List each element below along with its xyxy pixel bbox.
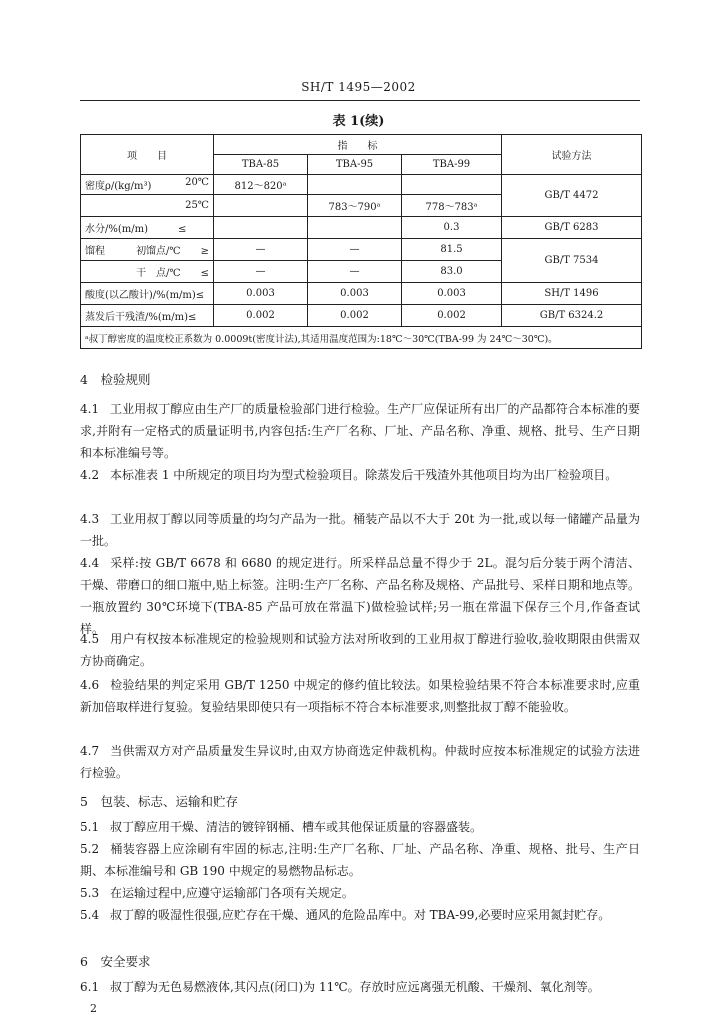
dp-tba95: —: [308, 261, 402, 283]
para-5-1: [80, 816, 640, 838]
para-4-2-text: 本标准表 1 中所规定的项目均为型式检验项目。除蒸发后干残渣外其他项目均为出厂检验项目。: [110, 468, 618, 482]
para-4-3-num: 4.3: [80, 512, 100, 526]
table-title: 表 1(续): [332, 114, 385, 129]
residue-label: 蒸发后干残渣/%(m/m)≤: [81, 305, 214, 327]
ibp-tba99: 81.5: [402, 239, 502, 261]
acid-label: 酸度(以乙酸计)/%(m/m)≤: [81, 283, 214, 305]
grade-tba99: TBA-99: [402, 155, 502, 175]
para-5-4: [80, 904, 640, 926]
para-4-7-num: 4.7: [80, 744, 100, 758]
water-tba99: 0.3: [402, 217, 502, 239]
para-5-4-text: 叔丁醇的吸湿性很强,应贮存在干燥、通风的危险品库中。对 TBA-99,必要时应采用氮封贮存。: [110, 908, 611, 922]
para-4-4: [80, 552, 640, 640]
col-method-header: 试验方法: [502, 135, 642, 175]
dp-tba85: —: [214, 261, 308, 283]
para-4-3-text: 工业用叔丁醇以同等质量的均匀产品为一批。桶装产品以不大于 20t 为一批,或以每一储罐产品量为一批。: [80, 512, 640, 548]
acid-method: SH/T 1496: [502, 283, 642, 305]
density-25-tba99: 778～783ᵃ: [402, 195, 502, 217]
para-4-6-num: 4.6: [80, 678, 100, 692]
ibp-tba85: —: [214, 239, 308, 261]
density-20-label: 20℃: [185, 177, 209, 188]
residue-tba95: 0.002: [308, 305, 402, 327]
residue-tba99: 0.002: [402, 305, 502, 327]
dp-label: 干 点/℃ ≤: [81, 261, 214, 283]
para-4-1-num: 4.1: [80, 402, 100, 416]
grade-tba95: TBA-95: [308, 155, 402, 175]
density-label-cell: [81, 175, 214, 195]
section-5-title: 5 包装、标志、运输和贮存: [80, 794, 238, 809]
para-5-1-text: 叔丁醇应用干燥、清洁的镀锌钢桶、槽车或其他保证质量的容器盛装。: [110, 820, 483, 834]
para-4-5-text: 用户有权按本标准规定的检验规则和试验方法对所收到的工业用叔丁醇进行验收,验收期限由供需双方协商确定。: [80, 632, 640, 668]
table-footnote: ᵃ叔丁醇密度的温度校正系数为 0.0009t(密度计法),其适用温度范围为:18℃～30℃(TBA-99 为 24℃～30℃)。: [81, 327, 642, 349]
density-method: GB/T 4472: [502, 175, 642, 217]
para-4-5-num: 4.5: [80, 632, 100, 646]
document-header: SH/T 1495—2002: [301, 80, 416, 94]
para-4-6-text: 检验结果的判定采用 GB/T 1250 中规定的修约值比较法。如果检验结果不符合本标准要求时,应重新加倍取样进行复验。复验结果即使只有一项指标不符合本标准要求,则整批叔丁醇不能验收。: [80, 678, 640, 714]
para-5-2: [80, 838, 640, 882]
para-4-2-num: 4.2: [80, 468, 100, 482]
grade-tba85: TBA-85: [214, 155, 308, 175]
density-25-label: 25℃: [81, 195, 214, 217]
para-5-4-num: 5.4: [80, 908, 100, 922]
header-rule: [80, 100, 640, 101]
ibp-tba95: —: [308, 239, 402, 261]
water-label: 水分/%(m/m) ≤: [81, 217, 214, 239]
para-4-4-text: 采样:按 GB/T 6678 和 6680 的规定进行。所采样品总量不得少于 2L。混匀后分装于两个清洁、干燥、带磨口的细口瓶中,贴上标签。注明:生产厂名称、产品名称及规格、产品批号、采样日期和地点等。一瓶放置约 30℃环境下(TBA-85 产品可放在常温下)做检验试样;另一瓶在常温下保存三个月,作备查试样。: [80, 556, 640, 636]
para-4-5: [80, 628, 640, 672]
residue-tba85: 0.002: [214, 305, 308, 327]
section-4-title: 4 检验规则: [80, 372, 151, 387]
para-5-3-num: 5.3: [80, 886, 100, 900]
acid-tba99: 0.003: [402, 283, 502, 305]
dp-tba99: 83.0: [402, 261, 502, 283]
acid-tba85: 0.003: [214, 283, 308, 305]
distill-label: 馏程: [85, 246, 105, 257]
para-4-3: [80, 508, 640, 552]
density-25-tba95: 783～790ᵃ: [308, 195, 402, 217]
para-6-1-num: 6.1: [80, 980, 100, 994]
section-6-title: 6 安全要求: [80, 954, 151, 969]
para-4-7: [80, 740, 640, 784]
acid-tba95: 0.003: [308, 283, 402, 305]
residue-method: GB/T 6324.2: [502, 305, 642, 327]
para-4-2: [80, 464, 640, 486]
density-20-tba85: 812～820ᵃ: [214, 175, 308, 195]
para-6-1-text: 叔丁醇为无色易燃液体,其闪点(闭口)为 11℃。存放时应远离强无机酸、干燥剂、氧化剂等。: [110, 980, 600, 994]
page-number: 2: [90, 1002, 97, 1015]
para-4-1: [80, 398, 640, 464]
water-method: GB/T 6283: [502, 217, 642, 239]
distill-method: GB/T 7534: [502, 239, 642, 283]
spec-table: [80, 134, 642, 349]
para-5-2-num: 5.2: [80, 842, 100, 856]
ibp-cell: [81, 239, 214, 261]
para-5-3-text: 在运输过程中,应遵守运输部门各项有关规定。: [110, 886, 354, 900]
ibp-label: 初馏点/℃ ≥: [136, 246, 209, 257]
para-5-2-text: 桶装容器上应涂刷有牢固的标志,注明:生产厂名称、厂址、产品名称、净重、规格、批号、生产日期、本标准编号和 GB 190 中规定的易燃物品标志。: [80, 842, 640, 878]
col-item-header: 项 目: [81, 135, 214, 175]
para-5-1-num: 5.1: [80, 820, 100, 834]
para-5-3: [80, 882, 640, 904]
density-label: 密度ρ/(kg/m³): [85, 181, 152, 192]
para-6-1: [80, 976, 640, 998]
para-4-7-text: 当供需双方对产品质量发生异议时,由双方协商选定仲裁机构。仲裁时应按本标准规定的试验方法进行检验。: [80, 744, 640, 780]
col-index-header: 指 标: [214, 135, 502, 155]
para-4-6: [80, 674, 640, 718]
para-4-4-num: 4.4: [80, 556, 100, 570]
para-4-1-text: 工业用叔丁醇应由生产厂的质量检验部门进行检验。生产厂应保证所有出厂的产品都符合本标准的要求,并附有一定格式的质量证明书,内容包括:生产厂名称、厂址、产品名称、净重、规格、批号、生产日期和本标准编号等。: [80, 402, 640, 460]
